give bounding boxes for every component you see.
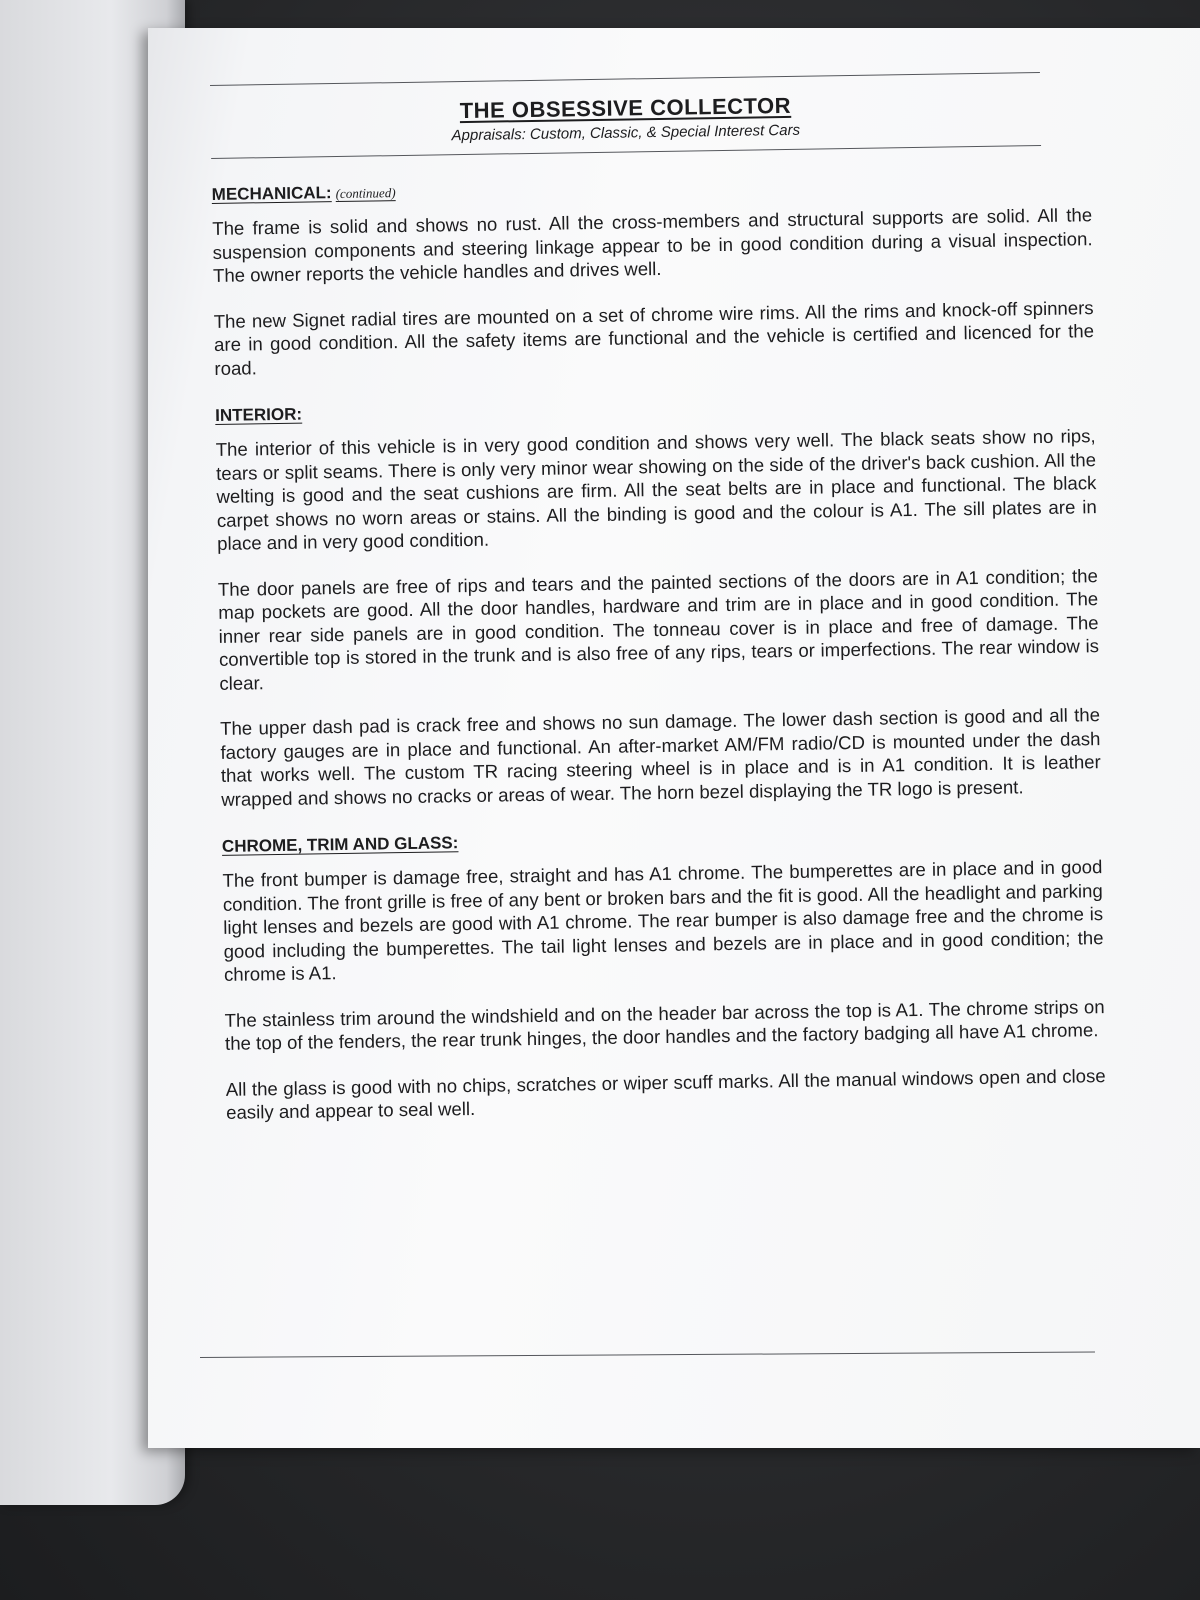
header-bottom-rule — [211, 145, 1041, 159]
document-subtitle: Appraisals: Custom, Classic, & Special Interest Cars — [451, 121, 801, 145]
section-heading-mechanical — [212, 171, 1092, 205]
paragraph: The interior of this vehicle is in very good condition and shows very well. The black seats show no rips, tears or split seams. There is only very minor wear showing on the side of the driver's back cushion. All the welting is good and the seat cushions are firm. All the seat belts are in place and functional. The black carpet shows no worn areas or stains. All the binding is good and the colour is A1. The sill plates are in place and in very good condition. — [215, 425, 1097, 554]
page-content — [210, 71, 1107, 1146]
page-header — [210, 89, 1041, 148]
paragraph: The new Signet radial tires are mounted on a set of chrome wire rims. All the rims and knock-off spinners are in good condition. All the safety items are functional and the vehicle is certified and licenced for the road. — [213, 296, 1095, 379]
paragraph: The door panels are free of rips and tears and the painted sections of the doors are in A1 condition; the map pockets are good. All the door handles, hardware and trim are in place and in good condition. The inner rear side panels are in good condition. The tonneau cover is in place and free of damage. The convertible top is stored in the trunk and is also free of any rips, tears or imperfections. The rear window is clear. — [217, 564, 1100, 694]
document-title: THE OBSESSIVE COLLECTOR — [459, 92, 792, 124]
paragraph: The stainless trim around the windshield and on the header bar across the top is A1. The chrome strips on the top of the fenders, the rear trunk hinges, the door handles and the factory badging all have A1 chrome. — [224, 995, 1105, 1054]
paragraph: The frame is solid and shows no rust. All the cross-members and structural supports are solid. All the suspension components and steering linkage appear to be in good condition during a visual inspection. The owner reports the vehicle handles and drives well. — [212, 204, 1093, 286]
continued-note: (continued) — [335, 185, 396, 202]
paragraph: The front bumper is damage free, straight and has A1 chrome. The bumperettes are in place and in good condition. The front grille is free of any bent or broken bars and the fit is good. All the headlight and parking light lenses and bezels are good with A1 chrome. The rear bumper is also damage free and the chrome is good including the bumperettes. The tail light lenses and bezels are in place and in good condition; the chrome is A1. — [222, 856, 1104, 985]
paragraph: All the glass is good with no chips, scratches or wiper scuff marks. All the manual windows open and close easily and appear to seal well. — [225, 1064, 1106, 1123]
section-heading-label: MECHANICAL: — [211, 183, 332, 204]
section-heading-chrome-trim-glass: CHROME, TRIM AND GLASS: — [221, 833, 459, 856]
paragraph: The upper dash pad is crack free and shows no sun damage. The lower dash section is good and all the factory gauges are in place and functional. An after-market AM/FM radio/CD is mounted under the dash that works well. The custom TR racing steering wheel is in place and is in A1 condition. It is leather wrapped and shows no cracks or areas of wear. The horn bezel displaying the TR logo is present. — [219, 704, 1101, 810]
section-heading-interior: INTERIOR: — [215, 404, 303, 425]
